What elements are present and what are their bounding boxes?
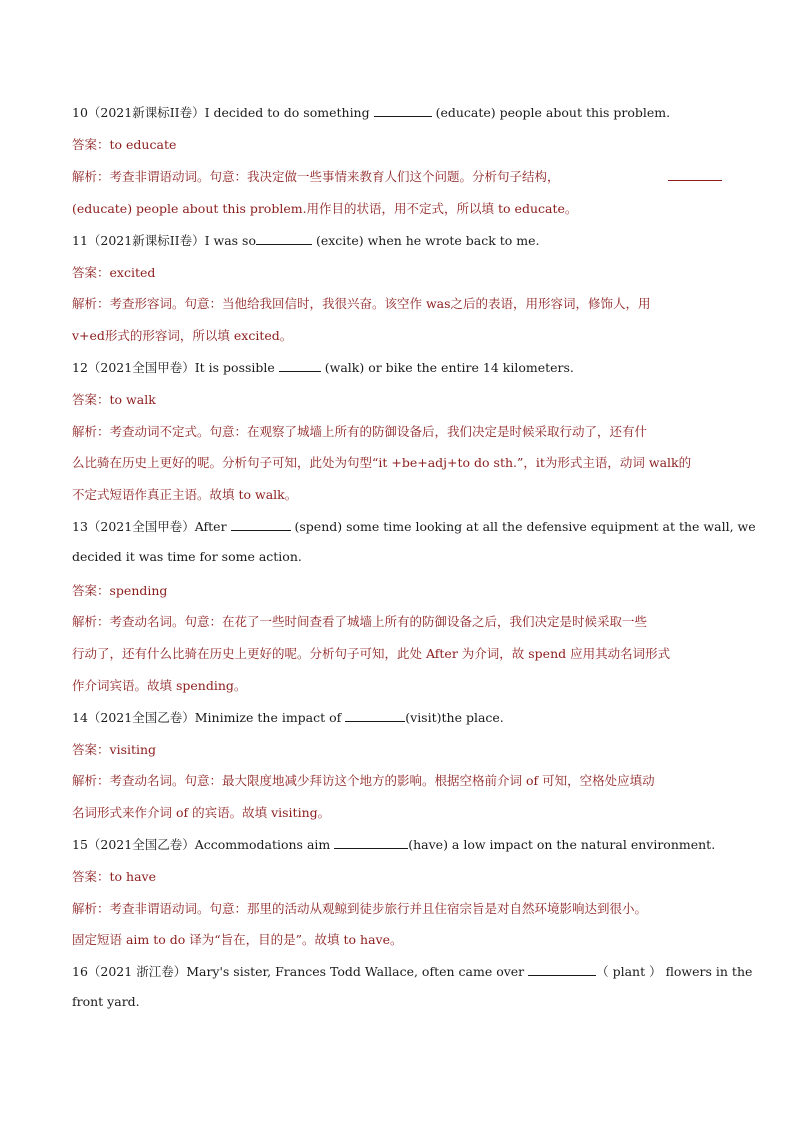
stem-text: front yard. bbox=[72, 994, 140, 1009]
question-15-answer bbox=[72, 867, 722, 885]
answer-blank bbox=[256, 233, 312, 245]
question-15-stem bbox=[72, 835, 722, 853]
question-16-stem-line-1 bbox=[72, 962, 753, 980]
question-13-stem-line-2 bbox=[72, 549, 722, 564]
analysis-blank bbox=[668, 169, 722, 181]
stem-text: 11（2021新课标II卷）I was so bbox=[72, 233, 256, 248]
question-11-analysis-line-1 bbox=[72, 294, 722, 312]
analysis-text: 解析：考查非谓语动词。句意：那里的活动从观鲸到徒步旅行并且住宿宗旨是对自然环境影响达到很小。 bbox=[72, 901, 648, 916]
analysis-text: 固定短语 aim to do 译为“旨在，目的是”。故填 to have。 bbox=[72, 932, 403, 947]
answer-text: spending bbox=[109, 583, 168, 598]
question-13-analysis-line-3 bbox=[72, 676, 722, 694]
stem-text: decided it was time for some action. bbox=[72, 549, 302, 564]
question-12-analysis-line-1 bbox=[72, 422, 722, 440]
answer-label: 答案： bbox=[72, 742, 110, 757]
stem-text: 14（2021全国乙卷）Minimize the impact of bbox=[72, 710, 346, 725]
analysis-text: 解析：考查动名词。句意：在花了一些时间查看了城墙上所有的防御设备之后，我们决定是时候采取一些 bbox=[72, 614, 648, 629]
answer-blank bbox=[528, 964, 596, 976]
analysis-text: 解析：考查动词不定式。句意：在观察了城墙上所有的防御设备后，我们决定是时候采取行动了，还有什 bbox=[72, 424, 648, 439]
answer-text: to have bbox=[109, 869, 156, 884]
question-10-stem bbox=[72, 103, 722, 121]
answer-blank bbox=[345, 710, 405, 722]
answer-label: 答案： bbox=[72, 583, 110, 598]
question-13-analysis-line-1 bbox=[72, 612, 722, 630]
answer-blank bbox=[231, 519, 291, 531]
question-10-answer bbox=[72, 135, 722, 153]
question-13-answer bbox=[72, 581, 722, 599]
question-12-analysis-line-2 bbox=[72, 453, 722, 471]
answer-label: 答案： bbox=[72, 265, 110, 280]
stem-text: 15（2021全国乙卷）Accommodations aim bbox=[72, 837, 335, 852]
question-14-stem bbox=[72, 708, 722, 726]
stem-text: 10（2021新课标II卷）I decided to do something bbox=[72, 105, 374, 120]
stem-text: （ plant ） flowers in the bbox=[596, 964, 753, 979]
question-15-analysis-line-2 bbox=[72, 930, 722, 948]
question-10-analysis-line-1 bbox=[72, 167, 722, 185]
answer-label: 答案： bbox=[72, 869, 110, 884]
question-13-stem-line-1 bbox=[72, 517, 756, 535]
question-14-answer bbox=[72, 740, 722, 758]
analysis-text: 解析：考查动名词。句意：最大限度地减少拜访这个地方的影响。根据空格前介词 of 可知，空格处应填动 bbox=[72, 773, 655, 788]
analysis-text: 解析：考查非谓语动词。句意：我决定做一些事情来教育人们这个问题。分析句子结构， bbox=[72, 169, 560, 184]
question-14-analysis-line-2 bbox=[72, 803, 722, 821]
answer-label: 答案： bbox=[72, 137, 110, 152]
question-12-answer bbox=[72, 390, 722, 408]
answer-text: to educate bbox=[109, 137, 177, 152]
stem-text: (visit)the place. bbox=[405, 710, 504, 725]
analysis-text: (educate) people about this problem.用作目的状语，用不定式，所以填 to educate。 bbox=[72, 201, 578, 216]
answer-label: 答案： bbox=[72, 392, 110, 407]
question-12-analysis-line-3 bbox=[72, 485, 722, 503]
analysis-text: 不定式短语作真正主语。故填 to walk。 bbox=[72, 487, 298, 502]
analysis-text: 名词形式来作介词 of 的宾语。故填 visiting。 bbox=[72, 805, 331, 820]
stem-text: 13（2021全国甲卷）After bbox=[72, 519, 231, 534]
analysis-text: 作介词宾语。故填 spending。 bbox=[72, 678, 247, 693]
answer-blank bbox=[374, 105, 432, 117]
question-11-analysis-line-2 bbox=[72, 326, 722, 344]
question-14-analysis-line-1 bbox=[72, 771, 722, 789]
stem-text: (walk) or bike the entire 14 kilometers. bbox=[320, 360, 574, 375]
stem-text: (educate) people about this problem. bbox=[431, 105, 671, 120]
stem-text: (have) a low impact on the natural environment. bbox=[408, 837, 716, 852]
question-10-analysis-line-2 bbox=[72, 199, 722, 217]
question-11-answer bbox=[72, 263, 722, 281]
analysis-text: 么比骑在历史上更好的呢。分析句子可知，此处为句型“it +be+adj+to do sth.”，it为形式主语，动词 walk的 bbox=[72, 455, 692, 470]
analysis-text: 解析：考查形容词。句意：当他给我回信时，我很兴奋。该空作 was之后的表语，用形容词，修饰人，用 bbox=[72, 296, 651, 311]
stem-text: 12（2021全国甲卷）It is possible bbox=[72, 360, 279, 375]
question-16-stem-line-2 bbox=[72, 994, 722, 1009]
answer-text: visiting bbox=[109, 742, 157, 757]
answer-blank bbox=[334, 837, 408, 849]
stem-text: (spend) some time looking at all the defensive equipment at the wall, we bbox=[290, 519, 756, 534]
stem-text: 16（2021 浙江卷）Mary's sister, Frances Todd Wallace, often came over bbox=[72, 964, 529, 979]
analysis-text: v+ed形式的形容词，所以填 excited。 bbox=[72, 328, 293, 343]
question-13-analysis-line-2 bbox=[72, 644, 722, 662]
analysis-text: 行动了，还有什么比骑在历史上更好的呢。分析句子可知，此处 After 为介词，故 spend 应用其动名词形式 bbox=[72, 646, 671, 661]
stem-text: (excite) when he wrote back to me. bbox=[312, 233, 540, 248]
answer-blank bbox=[279, 360, 321, 372]
question-15-analysis-line-1 bbox=[72, 899, 722, 917]
question-12-stem bbox=[72, 358, 722, 376]
answer-text: to walk bbox=[109, 392, 156, 407]
question-11-stem bbox=[72, 231, 722, 249]
answer-text: excited bbox=[109, 265, 156, 280]
